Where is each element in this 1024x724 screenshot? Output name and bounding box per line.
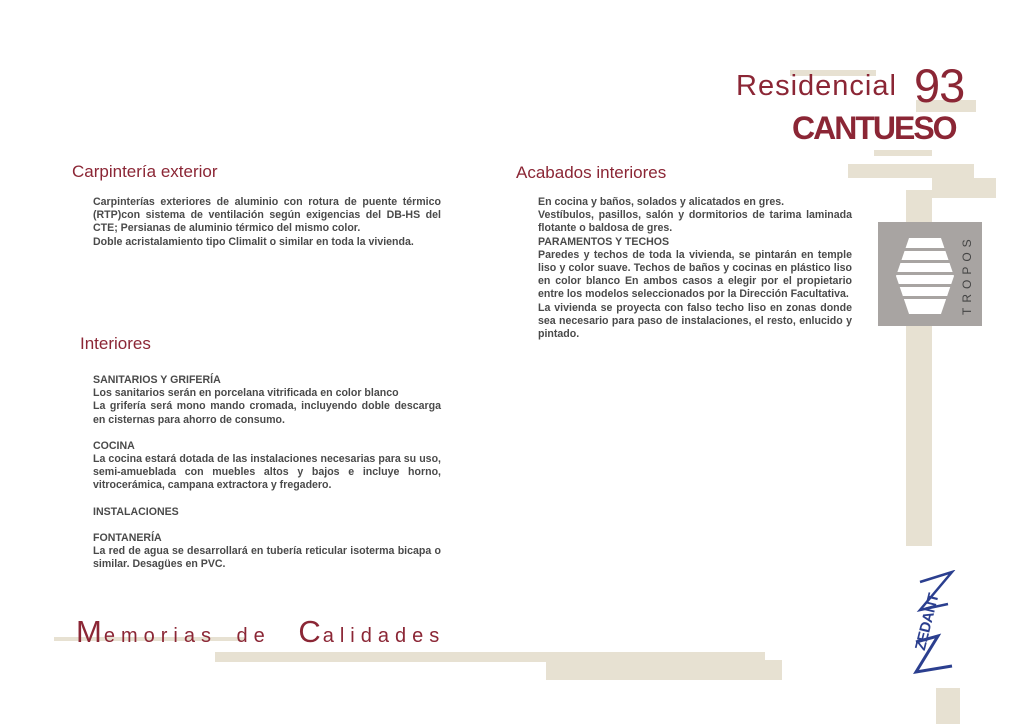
deco-bar-top-3 bbox=[874, 150, 932, 156]
spacer bbox=[93, 427, 441, 440]
section-body-interiores bbox=[93, 374, 441, 571]
spacer bbox=[93, 493, 441, 506]
subheading: INSTALACIONES bbox=[93, 505, 179, 518]
footer-m-rest: emorias bbox=[103, 625, 217, 647]
section-title-interiores: Interiores bbox=[80, 334, 151, 353]
zedant-logo-text: ZEDANT bbox=[912, 591, 943, 653]
tropos-logo-text: TROPOS bbox=[960, 234, 974, 316]
footer-memorias-de-calidades bbox=[76, 614, 445, 650]
subheading: SANITARIOS Y GRIFERÍA bbox=[93, 374, 221, 386]
deco-bar-top-5 bbox=[932, 178, 996, 198]
deco-column-bottom bbox=[936, 688, 960, 724]
deco-bar-top-4 bbox=[848, 164, 974, 178]
paragraph: Doble acristalamiento tipo Climalit o similar en toda la vivienda. bbox=[93, 235, 414, 248]
zedant-logo bbox=[908, 570, 960, 680]
deco-bar-footer-3 bbox=[546, 660, 782, 680]
subheading: FONTANERÍA bbox=[93, 531, 162, 544]
paragraph: Los sanitarios serán en porcelana vitrificada en color blanco bbox=[93, 387, 399, 400]
subheading: PARAMENTOS Y TECHOS bbox=[538, 235, 670, 248]
paragraph: En cocina y baños, solados y alicatados en gres. bbox=[538, 196, 785, 208]
header-project-name: CANTUESO bbox=[792, 110, 956, 146]
header-category: Residencial bbox=[736, 70, 897, 102]
section-title-carpinteria: Carpintería exterior bbox=[72, 162, 218, 181]
paragraph: La grifería será mono mando cromada, incluyendo doble descarga en cisternas para ahorro de consumo. bbox=[93, 400, 441, 426]
section-title-acabados: Acabados interiores bbox=[516, 163, 667, 182]
paragraph: Vestíbulos, pasillos, salón y dormitorios de tarima laminada flotante o baldosa de gres. bbox=[538, 209, 852, 235]
subheading: COCINA bbox=[93, 439, 135, 452]
footer-c-rest: alidades bbox=[322, 625, 446, 647]
footer-de: de bbox=[236, 625, 271, 647]
spacer bbox=[93, 519, 441, 532]
section-body-acabados bbox=[538, 196, 852, 341]
paragraph: La vivienda se proyecta con falso techo liso en zonas donde sea necesario para paso de instalaciones, el resto, enlucido y pintado. bbox=[538, 301, 852, 341]
tropos-hexagon-icon bbox=[894, 236, 956, 316]
header-number: 93 bbox=[914, 59, 965, 112]
footer-c-capital: C bbox=[298, 614, 323, 649]
section-body-carpinteria bbox=[93, 196, 441, 249]
paragraph: La red de agua se desarrollará en tubería reticular isoterma bicapa o similar. Desagües en PVC. bbox=[93, 545, 441, 571]
footer-m-capital: M bbox=[76, 614, 104, 649]
paragraph: La cocina estará dotada de las instalaciones necesarias para su uso, semi-amueblada con muebles altos y bajos e incluye horno, vitrocerámica, campana extractora y fregadero. bbox=[93, 453, 441, 492]
paragraph: Paredes y techos de toda la vivienda, se pintarán en temple liso y color suave. Techos de baños y cocinas en plástico liso en color blanco En ambos casos a elegir por el propietario entre los modelos seleccionados por la Dirección Facultativa. bbox=[538, 248, 852, 301]
paragraph: Carpinterías exteriores de aluminio con rotura de puente térmico (RTP)con sistema de ventilación según exigencias del DB-HS del CTE; Persianas de aluminio térmico del mismo color. bbox=[93, 196, 441, 235]
